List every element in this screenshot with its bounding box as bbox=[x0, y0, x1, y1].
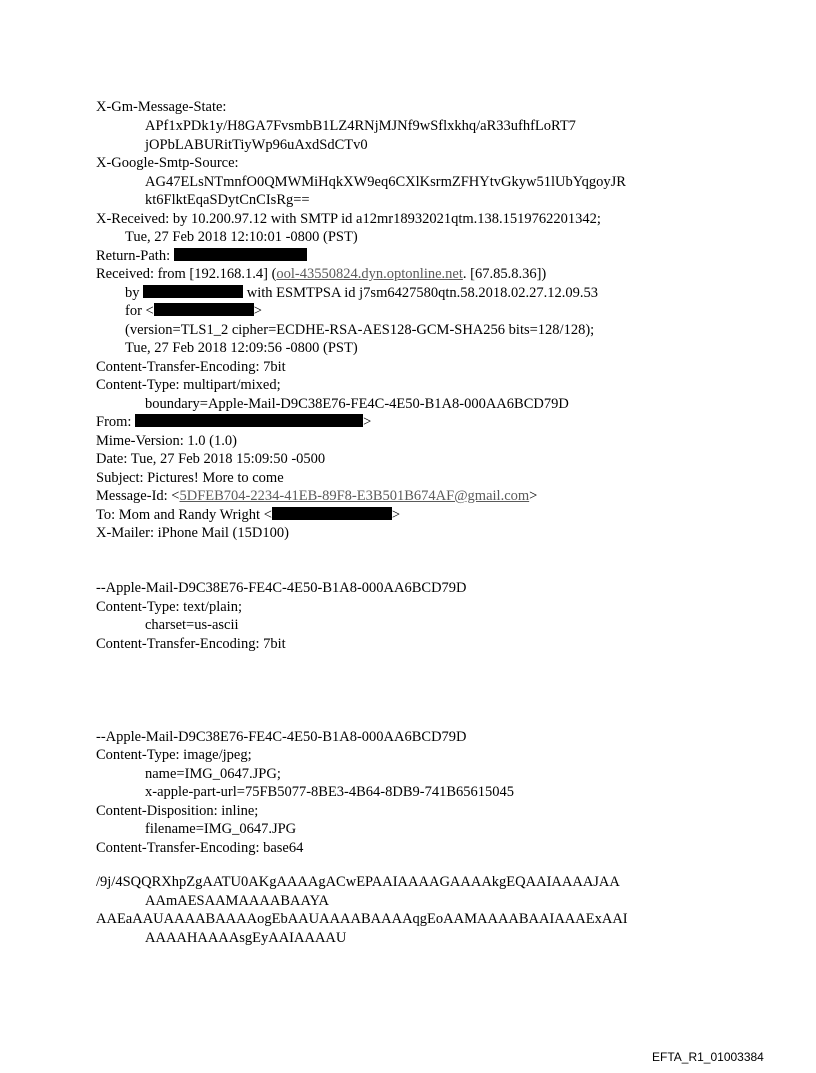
received-from-line bbox=[96, 265, 546, 283]
content-type: Content-Type: multipart/mixed; bbox=[96, 377, 281, 393]
received-by-prefix: by bbox=[125, 285, 140, 301]
redaction-bar bbox=[135, 414, 363, 427]
document-id: EFTA_R1_01003384 bbox=[652, 1050, 764, 1064]
x-mailer: X-Mailer: iPhone Mail (15D100) bbox=[96, 525, 289, 541]
from-label: From: bbox=[96, 414, 132, 430]
received-for-line bbox=[125, 302, 262, 320]
received-for-suffix: > bbox=[253, 303, 262, 319]
base64-line-2: AAmAESAAMAAAABAAYA bbox=[145, 893, 329, 909]
message-id-line bbox=[96, 487, 537, 505]
part2-part-url: x-apple-part-url=75FB5077-8BE3-4B64-8DB9-741B65615045 bbox=[145, 784, 515, 800]
message-id-prefix: Message-Id: < bbox=[96, 488, 180, 504]
part2-name: name=IMG_0647.JPG; bbox=[145, 766, 281, 782]
base64-line-4: AAAAHAAAAsgEyAAIAAAAU bbox=[145, 930, 347, 946]
part1-cte: Content-Transfer-Encoding: 7bit bbox=[96, 636, 286, 652]
redaction-bar bbox=[272, 507, 392, 520]
smtp-source-label: X-Google-Smtp-Source: bbox=[96, 155, 239, 171]
received-by-suffix: with ESMTPSA id j7sm6427580qtn.58.2018.02.27.12.09.53 bbox=[246, 285, 599, 301]
boundary: boundary=Apple-Mail-D9C38E76-FE4C-4E50-B1A8-000AA6BCD79D bbox=[145, 396, 569, 412]
smtp-source-value-cont: kt6FlktEqaSDytCnCIsRg== bbox=[145, 192, 310, 208]
received-for-prefix: for < bbox=[125, 303, 154, 319]
part2-disposition: Content-Disposition: inline; bbox=[96, 803, 259, 819]
return-path-line bbox=[96, 247, 307, 265]
content-transfer-encoding: Content-Transfer-Encoding: 7bit bbox=[96, 359, 286, 375]
to-suffix: > bbox=[391, 507, 401, 523]
gm-message-state-value: APf1xPDk1y/H8GA7FvsmbB1LZ4RNjMJNf9wSflxkhq/aR33ufhfLoRT7 bbox=[145, 118, 576, 134]
part1-boundary: --Apple-Mail-D9C38E76-FE4C-4E50-B1A8-000AA6BCD79D bbox=[96, 580, 467, 596]
redaction-bar bbox=[174, 248, 307, 261]
message-id-suffix: > bbox=[529, 488, 538, 504]
base64-line-3: AAEaAAUAAAABAAAAogEbAAUAAAABAAAAqgEoAAMAAAABAAIAAAExAAI bbox=[96, 911, 628, 927]
message-id-link[interactable]: 5DFEB704-2234-41EB-89F8-E3B501B674AF@gmail.com bbox=[179, 488, 530, 504]
x-received-line: X-Received: by 10.200.97.12 with SMTP id a12mr18932021qtm.138.1519762201342; bbox=[96, 211, 601, 227]
to-prefix: To: Mom and Randy Wright < bbox=[96, 507, 272, 523]
gm-message-state-label: X-Gm-Message-State: bbox=[96, 99, 227, 115]
received-from-link[interactable]: ool-43550824.dyn.optonline.net bbox=[276, 266, 463, 282]
from-line bbox=[96, 413, 371, 431]
mime-version: Mime-Version: 1.0 (1.0) bbox=[96, 433, 237, 449]
redaction-bar bbox=[143, 285, 243, 298]
part1-content-type: Content-Type: text/plain; bbox=[96, 599, 242, 615]
received-version-line: (version=TLS1_2 cipher=ECDHE-RSA-AES128-GCM-SHA256 bits=128/128); bbox=[125, 322, 595, 338]
subject-line: Subject: Pictures! More to come bbox=[96, 470, 284, 486]
received-by-line bbox=[125, 284, 598, 302]
part2-content-type: Content-Type: image/jpeg; bbox=[96, 747, 252, 763]
base64-line-1: /9j/4SQQRXhpZgAATU0AKgAAAAgACwEPAAIAAAAGAAAAkgEQAAIAAAAJAA bbox=[96, 874, 620, 890]
received-date-line: Tue, 27 Feb 2018 12:09:56 -0800 (PST) bbox=[125, 340, 358, 356]
received-from-prefix: Received: from [192.168.1.4] ( bbox=[96, 266, 277, 282]
smtp-source-value: AG47ELsNTmnfO0QMWMiHqkXW9eq6CXlKsrmZFHYtvGkyw51lUbYqgoyJR bbox=[145, 174, 626, 190]
date-line: Date: Tue, 27 Feb 2018 15:09:50 -0500 bbox=[96, 451, 326, 467]
return-path-label: Return-Path: bbox=[96, 248, 171, 264]
part2-filename: filename=IMG_0647.JPG bbox=[145, 821, 297, 837]
redaction-bar bbox=[154, 303, 254, 316]
to-line bbox=[96, 506, 400, 524]
received-from-suffix: . [67.85.8.36]) bbox=[462, 266, 547, 282]
part2-cte: Content-Transfer-Encoding: base64 bbox=[96, 840, 304, 856]
x-received-date: Tue, 27 Feb 2018 12:10:01 -0800 (PST) bbox=[125, 229, 358, 245]
gm-message-state-value-cont: jOPbLABURitTiyWp96uAxdSdCTv0 bbox=[145, 137, 368, 153]
part1-charset: charset=us-ascii bbox=[145, 617, 239, 633]
part2-boundary: --Apple-Mail-D9C38E76-FE4C-4E50-B1A8-000AA6BCD79D bbox=[96, 729, 467, 745]
from-suffix: > bbox=[363, 414, 372, 430]
